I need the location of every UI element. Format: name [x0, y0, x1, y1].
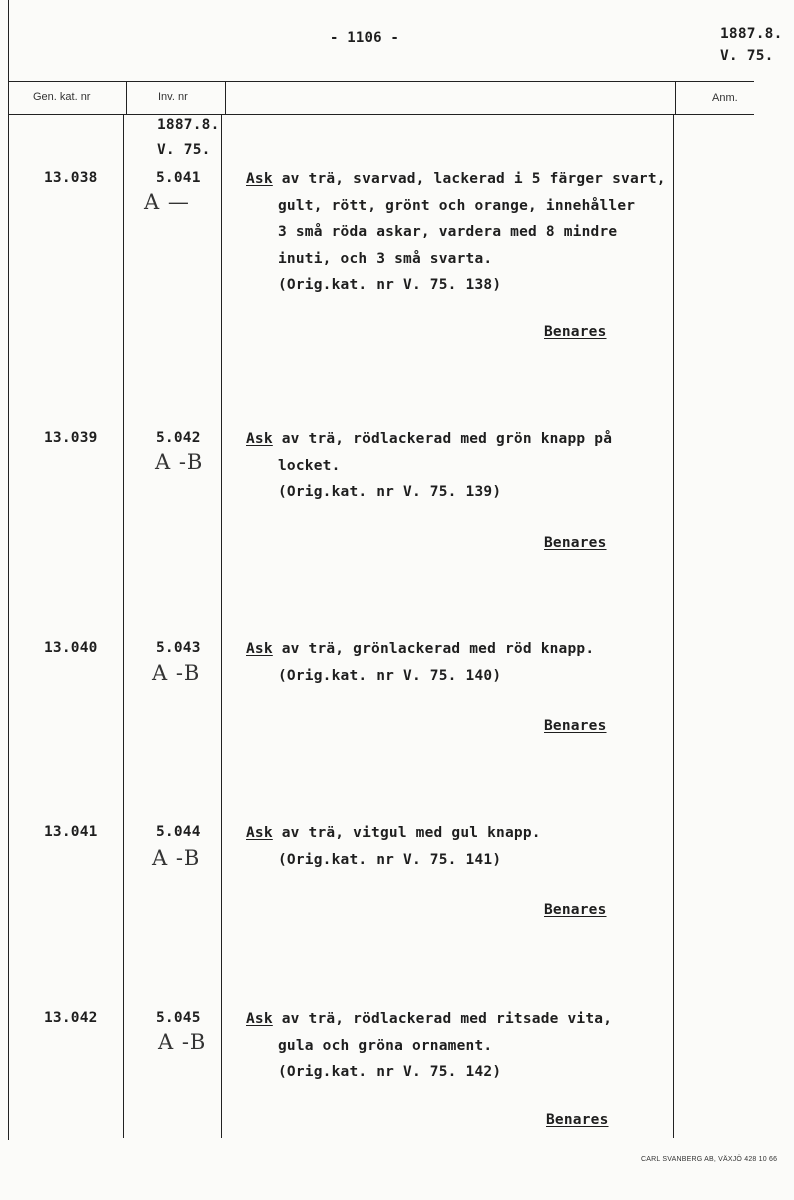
entry-description [246, 426, 612, 506]
column-divider-3 [675, 81, 676, 114]
inv-header-line-1: 1887.8. [157, 117, 220, 133]
inv-number: 5.044 [156, 824, 201, 840]
column-divider-2 [225, 81, 226, 114]
handwritten-mark: A -B [155, 450, 204, 474]
left-margin-line [8, 0, 9, 1140]
place-label: Benares [544, 902, 607, 918]
keyword-ask: Ask [246, 171, 273, 187]
column-divider-1 [126, 81, 127, 114]
gen-kat-number: 13.041 [44, 824, 98, 840]
description-line: 3 små röda askar, vardera med 8 mindre [278, 224, 618, 240]
column-header-gen-kat: Gen. kat. nr [33, 91, 91, 103]
reference-line-2: V. 75. [720, 48, 774, 64]
entry-description [246, 636, 594, 689]
inv-number: 5.041 [156, 170, 201, 186]
gen-kat-number: 13.039 [44, 430, 98, 446]
description-line: av trä, grönlackerad med röd knapp. [272, 641, 595, 657]
handwritten-mark: A — [144, 190, 190, 214]
handwritten-mark: A -B [152, 846, 201, 870]
printer-footer: CARL SVANBERG AB, VÄXJÖ 428 10 66 [641, 1156, 778, 1163]
handwritten-mark: A -B [158, 1030, 207, 1054]
original-catalog-ref: (Orig.kat. nr V. 75. 138) [278, 277, 502, 293]
description-line: av trä, vitgul med gul knapp. [272, 825, 541, 841]
column-header-inv: Inv. nr [158, 91, 188, 103]
place-label: Benares [544, 535, 607, 551]
inv-number: 5.045 [156, 1010, 201, 1026]
original-catalog-ref: (Orig.kat. nr V. 75. 139) [278, 484, 502, 500]
original-catalog-ref: (Orig.kat. nr V. 75. 141) [278, 851, 502, 868]
description-line: inuti, och 3 små svarta. [278, 250, 493, 267]
gen-kat-number: 13.038 [44, 170, 98, 186]
description-line: gula och gröna ornament. [278, 1037, 493, 1054]
gen-kat-number: 13.040 [44, 640, 98, 656]
inv-header-line-2: V. 75. [157, 142, 211, 158]
description-line: av trä, svarvad, lackerad i 5 färger svart, [272, 171, 666, 187]
keyword-ask: Ask [246, 1011, 273, 1027]
entry-description [246, 166, 666, 299]
description-line: av trä, rödlackerad med ritsade vita, [272, 1011, 613, 1027]
body-column-divider-1 [123, 114, 124, 1138]
original-catalog-ref: (Orig.kat. nr V. 75. 142) [278, 1064, 502, 1080]
place-label: Benares [546, 1112, 609, 1128]
reference-line-1: 1887.8. [720, 26, 783, 42]
column-header-anm: Anm. [712, 92, 738, 104]
description-line: locket. [278, 457, 341, 474]
page-number: - 1106 - [330, 30, 400, 46]
entry-description [246, 820, 541, 873]
entry-description [246, 1006, 612, 1086]
keyword-ask: Ask [246, 641, 273, 657]
body-column-divider-2 [221, 114, 222, 1138]
keyword-ask: Ask [246, 431, 273, 447]
gen-kat-number: 13.042 [44, 1010, 98, 1026]
inv-number: 5.043 [156, 640, 201, 656]
original-catalog-ref: (Orig.kat. nr V. 75. 140) [278, 667, 502, 684]
inv-number: 5.042 [156, 430, 201, 446]
body-column-divider-3 [673, 114, 674, 1138]
place-label: Benares [544, 324, 607, 340]
description-line: av trä, rödlackerad med grön knapp på [272, 431, 613, 447]
header-top-rule [8, 81, 754, 82]
handwritten-mark: A -B [152, 661, 201, 685]
place-label: Benares [544, 718, 607, 734]
keyword-ask: Ask [246, 825, 273, 841]
description-line: gult, rött, grönt och orange, innehåller [278, 197, 636, 214]
header-bottom-rule [8, 114, 754, 115]
